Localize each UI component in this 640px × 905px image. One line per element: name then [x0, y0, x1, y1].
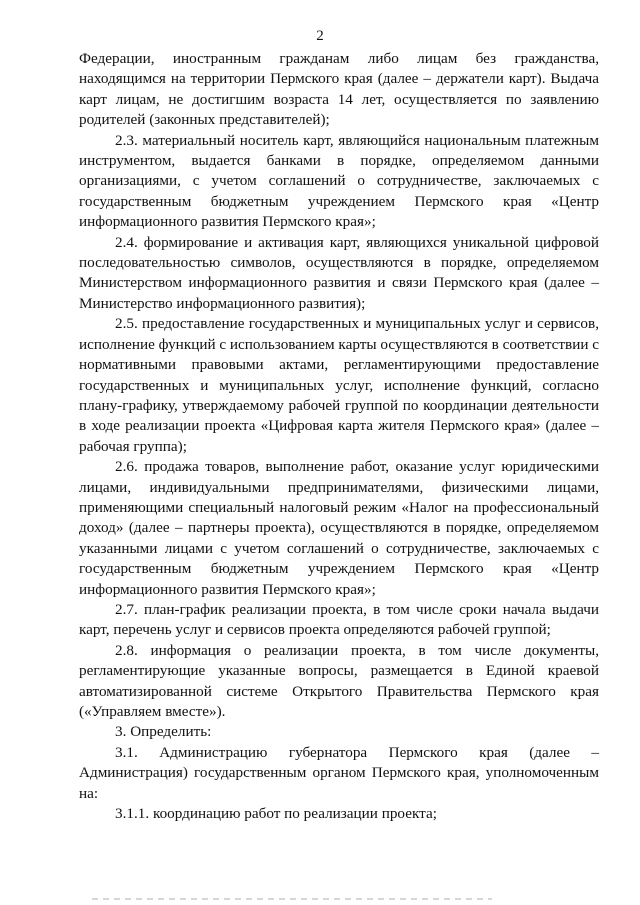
- paragraph-3-1-1: 3.1.1. координацию работ по реализации проекта;: [115, 805, 437, 823]
- paragraph-2-7: 2.7. план-график реализации проекта, в том числе сроки начала выдачи карт, перечень услуг и сервисов проекта определяются рабочей группой;: [79, 600, 599, 639]
- paragraph-2-5: 2.5. предоставление государственных и муниципальных услуг и сервисов, исполнение функций с использованием карты осуществляются в соответствии с нормативными правовыми актами, регламентирующими предоставление государственных и муниципальных услуг, исполнение функций, согласно плану-графику, утверждаемому рабочей группой по координации деятельности в ходе реализации проекта «Цифровая карта жителя Пермского края» (далее – рабочая группа);: [79, 315, 599, 455]
- paragraph-3: 3. Определить:: [115, 723, 212, 741]
- paragraph-2-8: 2.8. информация о реализации проекта, в том числе документы, регламентирующие указанные вопросы, размещается в Единой краевой автоматизированной системе Открытого Правительства Пермского края («Управляем вместе»).: [79, 641, 599, 720]
- paragraph-3-1: 3.1. Администрацию губернатора Пермского края (далее – Администрация) государственным органом Пермского края, уполномоченным на:: [79, 743, 599, 802]
- document-body: [79, 49, 599, 824]
- paragraph-2-4: 2.4. формирование и активация карт, являющихся уникальной цифровой последовательностью символов, осуществляются в порядке, определяемом Министерством информационного развития и связи Пермского края (далее – Министерство информационного развития);: [79, 233, 599, 312]
- scan-artifact-line: [92, 898, 492, 900]
- page-number: 2: [316, 28, 324, 44]
- paragraph-2-3: 2.3. материальный носитель карт, являющийся национальным платежным инструментом, выдается банками в порядке, определяемом данными организациями, с учетом соглашений о сотрудничестве, заключаемых с государственным бюджетным учреждением Пермского края «Центр информационного развития Пермского края»;: [79, 131, 599, 231]
- paragraph-continuation: Федерации, иностранным гражданам либо лицам без гражданства, находящимся на территории Пермского края (далее – держатели карт). Выдача карт лицам, не достигшим возраста 14 лет, осуществляется по заявлению родителей (законных представителей);: [79, 50, 599, 129]
- paragraph-2-6: 2.6. продажа товаров, выполнение работ, оказание услуг юридическими лицами, индивидуальными предпринимателями, физическими лицами, применяющими специальный налоговый режим «Налог на профессиональный доход» (далее – партнеры проекта), осуществляются в порядке, определяемом указанными лицами с учетом соглашений о сотрудничестве, заключаемых с государственным бюджетным учреждением Пермского края «Центр информационного развития Пермского края»;: [79, 458, 599, 598]
